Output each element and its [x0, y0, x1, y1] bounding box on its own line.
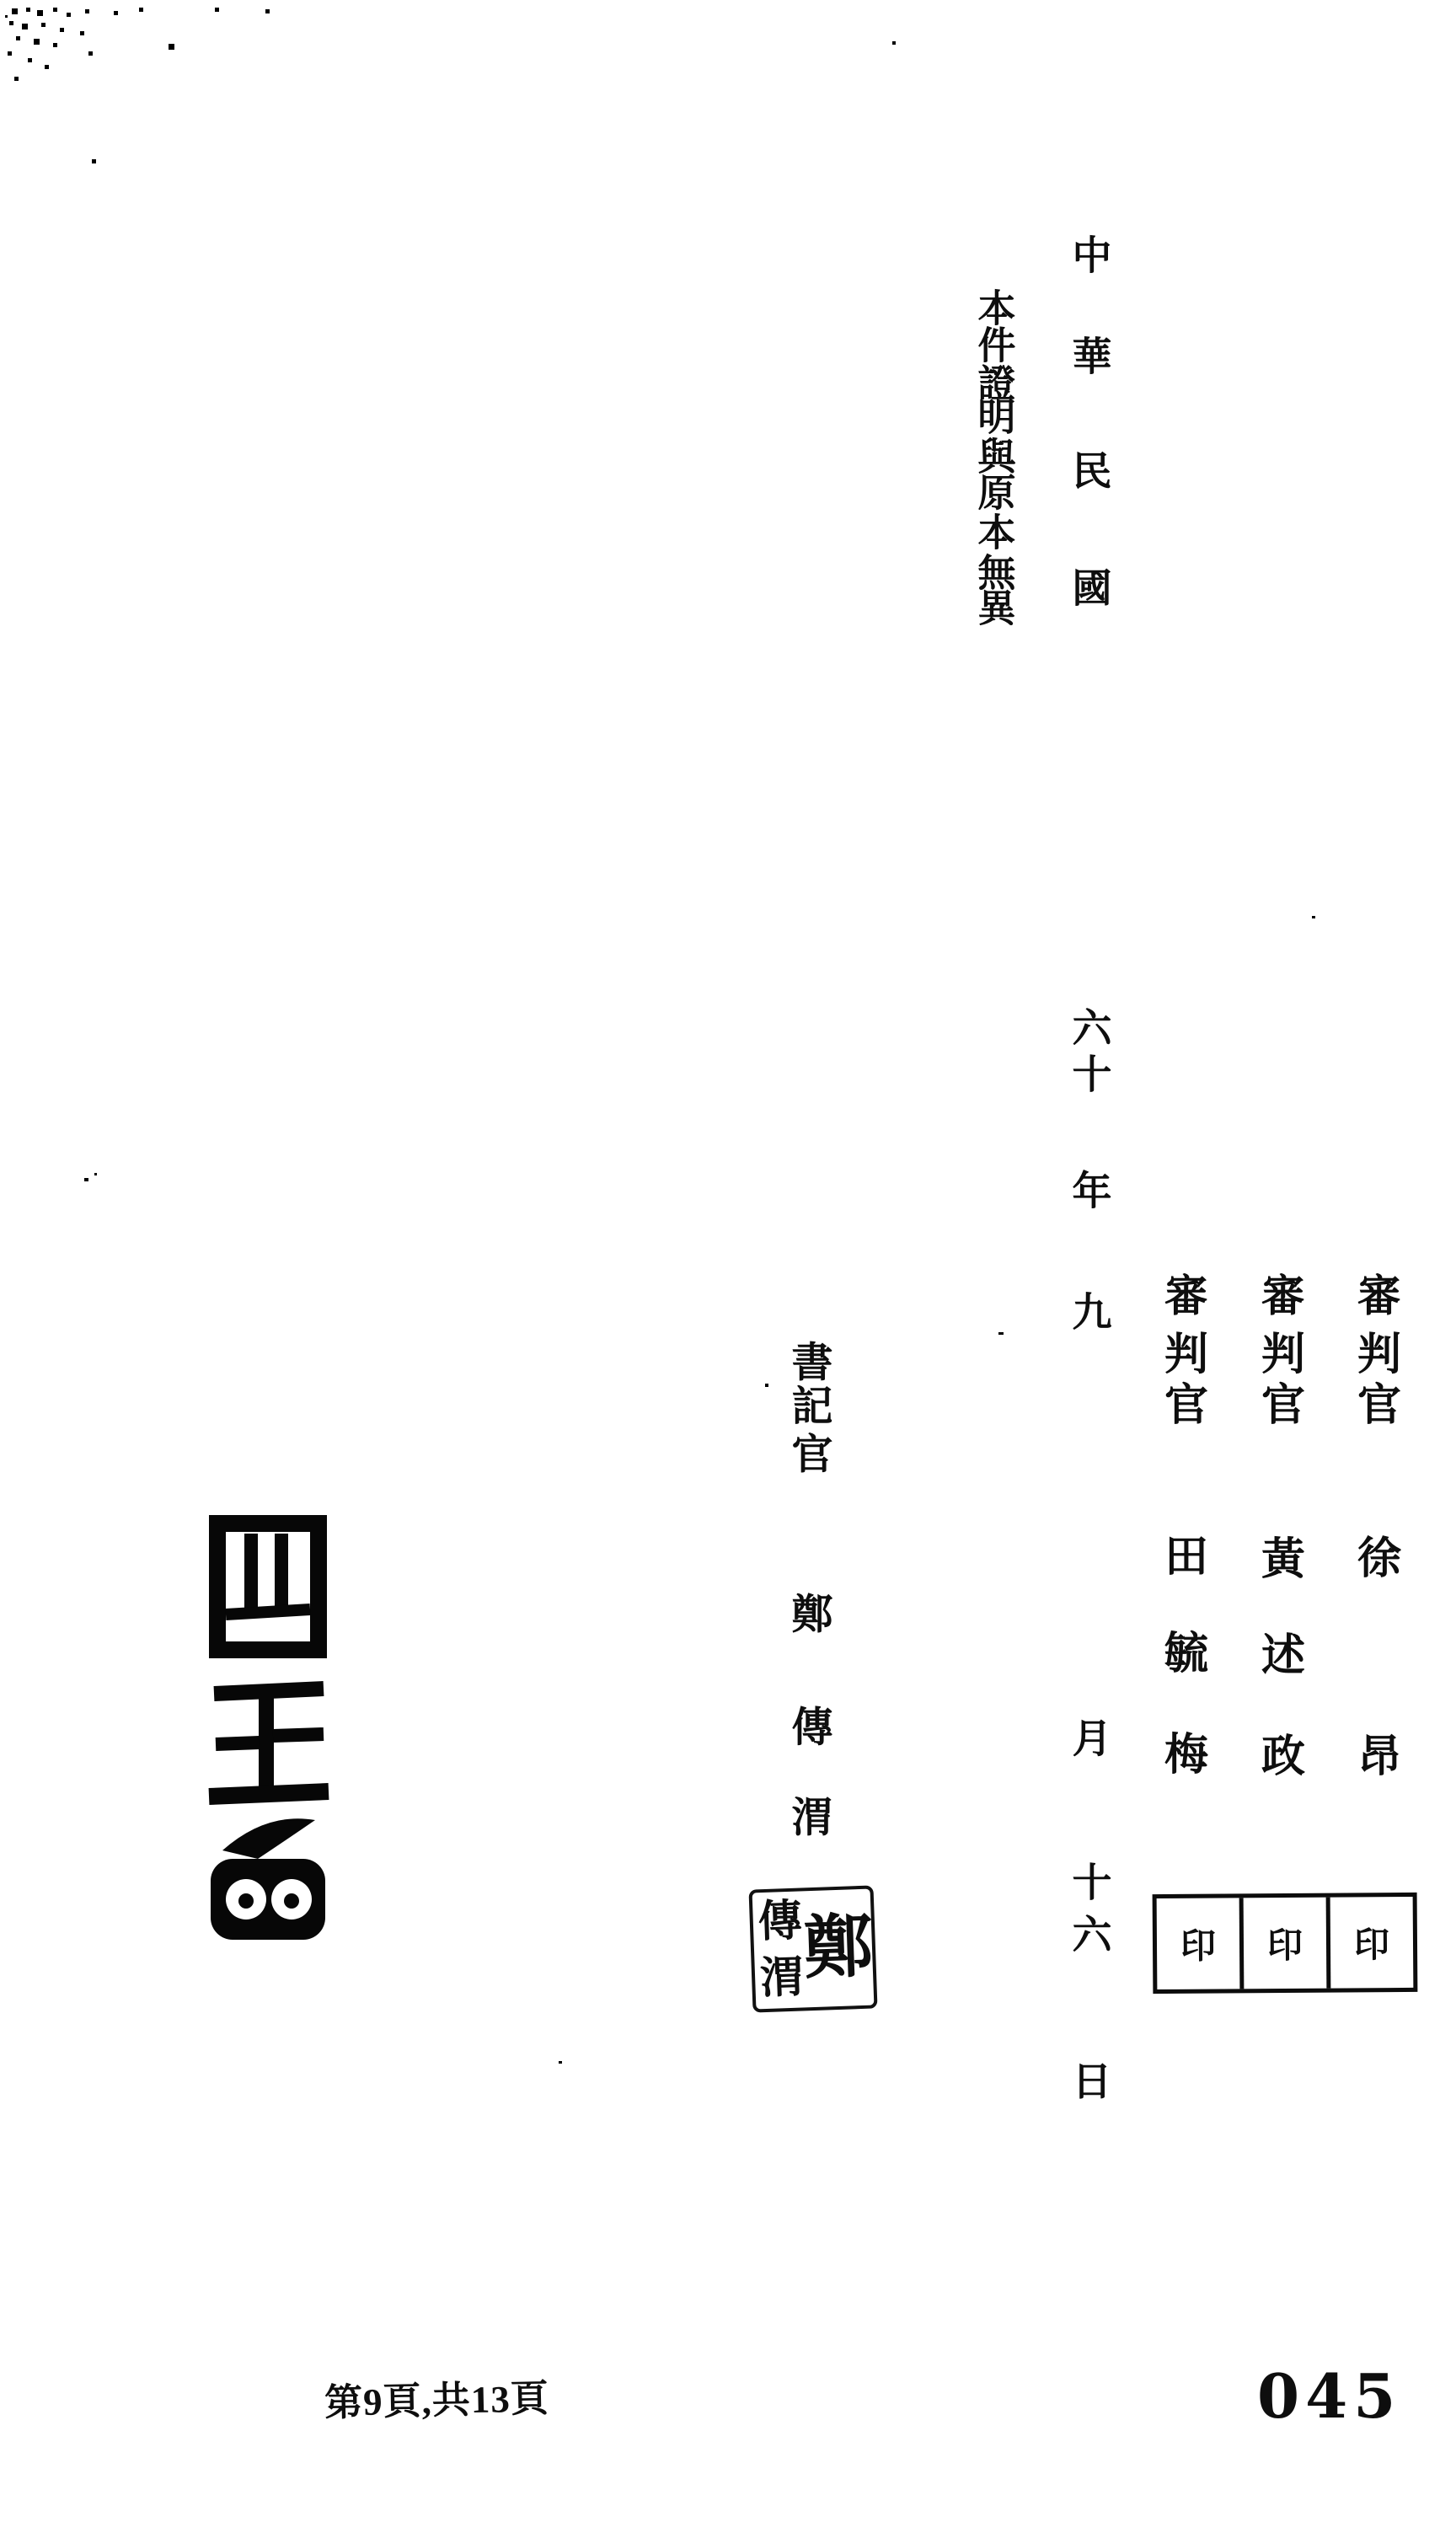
scan-noise-dot	[892, 41, 896, 45]
judge-2-name-char-1: 述	[1261, 1632, 1306, 1680]
judge-seal-box-2	[1244, 1898, 1331, 1989]
clerk-title-char-1: 記	[791, 1383, 833, 1430]
certification-column-char-8: 異	[977, 587, 1016, 630]
date-column-char-9: 十	[1072, 1861, 1112, 1906]
scan-noise-dot	[1312, 916, 1315, 918]
certification-column-char-6: 本	[977, 511, 1016, 554]
judge-2-title-char-0: 審	[1261, 1273, 1306, 1321]
certification-column-char-2: 證	[977, 362, 1016, 405]
clerk-seal-char-bottom: 渭	[759, 1952, 806, 2003]
clerk-title-char-2: 官	[791, 1431, 833, 1478]
certification-column-char-5: 原	[977, 472, 1016, 515]
date-column-char-0: 中	[1072, 234, 1112, 279]
clerk-seal-left-column	[754, 1893, 808, 2007]
clerk-title-char-0: 書	[791, 1339, 833, 1386]
scan-noise-dot	[998, 1332, 1004, 1335]
judge-2-name-char-2: 政	[1261, 1733, 1306, 1781]
judge-1-name-char-0: 徐	[1357, 1535, 1402, 1583]
scan-noise-dot	[559, 2061, 562, 2064]
certification-column-char-1: 件	[977, 324, 1016, 367]
judge-2-title-char-2: 官	[1261, 1382, 1306, 1430]
scan-noise-cluster	[5, 15, 8, 18]
certification-column-char-7: 無	[977, 552, 1016, 595]
certification-column-char-3: 明	[977, 396, 1016, 439]
date-column-char-1: 華	[1072, 335, 1112, 380]
page-count-label: 第9頁,共13頁	[324, 2377, 550, 2424]
scan-noise-dot	[765, 1384, 768, 1387]
clerk-seal-right-column	[802, 1891, 875, 2006]
scan-noise-dot	[94, 1173, 97, 1175]
judge-1-title-char-2: 官	[1357, 1382, 1402, 1430]
date-column-char-8: 月	[1072, 1717, 1112, 1762]
clerk-seal-char-main: 鄭	[802, 1908, 875, 1988]
date-column-char-11: 日	[1072, 2060, 1112, 2105]
judge-2-name-char-0: 黃	[1261, 1536, 1306, 1584]
judge-1-name-char-1: 昂	[1357, 1733, 1402, 1781]
clerk-name-char-2: 渭	[791, 1794, 833, 1841]
seal-character: 印	[1180, 1927, 1217, 1967]
certification-column-char-0: 本	[977, 287, 1016, 330]
date-column-char-7: 九	[1072, 1291, 1112, 1336]
clerk-name-char-0: 鄭	[791, 1591, 833, 1638]
judge-3-name-char-0: 田	[1164, 1534, 1209, 1582]
clerk-name-char-1: 傳	[791, 1704, 833, 1751]
clerk-seal-char-top: 傳	[757, 1896, 803, 1946]
date-column-char-2: 民	[1072, 450, 1112, 495]
judge-1-title-char-1: 判	[1357, 1331, 1402, 1379]
seal-character: 印	[1353, 1926, 1390, 1966]
judge-seal-box-3	[1157, 1898, 1245, 1989]
judge-1-title-char-0: 審	[1357, 1273, 1402, 1321]
judge-2-title-char-1: 判	[1261, 1331, 1306, 1379]
date-column-char-6: 年	[1072, 1170, 1112, 1214]
scan-noise-dot	[84, 1178, 88, 1181]
date-column-char-5: 十	[1072, 1053, 1112, 1098]
seal-character: 印	[1266, 1926, 1303, 1967]
judge-3-title-char-0: 審	[1164, 1273, 1209, 1321]
clerk-name-seal	[748, 1885, 877, 2012]
date-column-char-3: 國	[1072, 567, 1112, 612]
certification-column-char-4: 與	[977, 436, 1016, 479]
date-column-char-10: 六	[1072, 1914, 1112, 1958]
judge-seal-box-1	[1330, 1897, 1414, 1989]
judge-3-title-char-2: 官	[1164, 1382, 1209, 1430]
judge-seal-box-row	[1153, 1893, 1418, 1994]
judge-3-name-char-2: 梅	[1164, 1732, 1209, 1780]
date-column-char-4: 六	[1072, 1007, 1112, 1052]
judge-3-title-char-1: 判	[1164, 1331, 1209, 1379]
judge-3-name-char-1: 毓	[1164, 1630, 1209, 1679]
archive-number: 045	[1257, 2360, 1402, 2432]
ink-stamp	[207, 1515, 330, 1941]
